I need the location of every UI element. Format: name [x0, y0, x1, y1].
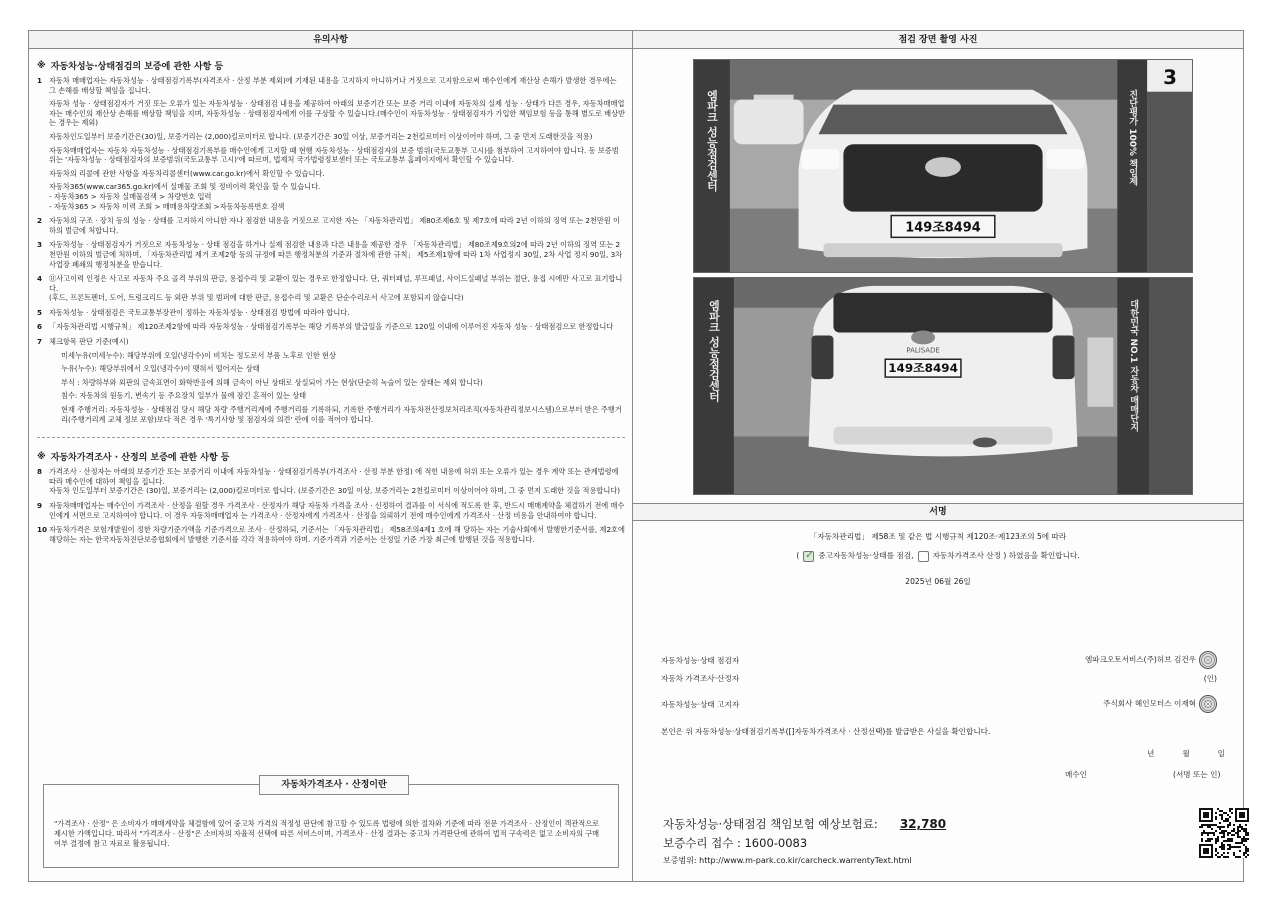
item-number: 3 [37, 240, 43, 250]
buyer-sign-field[interactable]: (서명 또는 인) [1173, 770, 1221, 779]
inspection-record-page [28, 30, 1244, 882]
price-check-checkbox[interactable] [918, 551, 929, 562]
notice-item [37, 467, 625, 496]
item-number: 6 [37, 322, 43, 332]
item-paragraph: 현재 주행거리: 자동차성능 · 상태점검 당시 해당 차량 주행거리계에 주행거리를 기록하되, 기록한 주행거리가 자동차전산정보처리조직(자동차관리정보시스템)으로부터 받은 주행거리(주행거리계 교체 정보 포함)보다 적은 경우 '특기사항 및 점검자의 의견' 란에 이를 적어야 합니다. [61, 405, 622, 424]
item-paragraph: 자동차매매업자는 매수인이 가격조사 · 산정을 원할 경우 가격조사 · 산정자가 해당 자동차 가격을 조사 · 신정하여 결과를 이 서식에 적도록 한 후, 반드시 매매계약을 체결하기 전에 매수인에게 서면으로 고지하여야 합니다. 이 경우 자동차매매업자 는 가격조사 · 산정자에게 가격조사 · 산정을 의뢰하기 전에 매수인에게 가격조사 · 산정 비용을 안내하여야 합니다. [49, 501, 625, 520]
insurance-amount: 32,780 [899, 817, 947, 831]
rear-inspection-photo [693, 277, 1193, 495]
insurance-label: 자동차성능·상태점검 책임보험 예상보험료: [663, 817, 878, 831]
item-paragraph: 자동차매매업자는 자동차 자동차성능 · 상태점검기록부를 매수인에게 고지할 때 현행 자동차성능 · 상태점검자의 보증 범위(국토교통부 고시)를 첨부하여 고지하여야 합니다. 동 보증범위는 '자동차성능 · 상태점검자의 보증범위(국토교통부 고시)'에 따르며, 법제처 국가법령정보센터 또는 국토교통부 홈페이지에서 확인할 수 있습니다. [49, 145, 619, 165]
item-text [49, 240, 625, 269]
legal-statement [633, 531, 1243, 562]
photo-sign-column [633, 31, 1243, 881]
item-paragraph: 자동차365(www.car365.go.kr)에서 실매물 조회 및 정비이력 확인을 할 수 있습니다. - 자동차365 > 자동차 실매물검색 > 차량번호 입력 - 자동차365 > 자동차 이력 조회 > 매매용차량조회 >자동차등록번호 검색 [49, 182, 321, 211]
section1-title: 자동차성능·상태점검의 보증에 관한 사항 등 [50, 62, 224, 72]
item-number: 1 [37, 76, 43, 85]
signer-row [661, 673, 1217, 684]
item-text [49, 322, 625, 332]
item-number: 2 [37, 216, 43, 226]
item-paragraph: 자동차인도일부터 보증기간은(30)일, 보증거리는 (2,000)킬로미터로 합니다. (보증기간은 30일 이상, 보증거리는 2천킬로미터 이상이어야 하며, 그 중 먼저 도래한것을 적용) [49, 131, 593, 141]
item-paragraph: 부식 : 차량하부와 외판의 금속표면이 화학반응에 의해 금속이 아닌 상태로 상실되어 가는 현상(단순히 녹슬어 있는 상태는 제외 합니다) [61, 377, 483, 387]
asterisk-mark: ※ [37, 451, 46, 462]
signer-name [1204, 673, 1217, 684]
seal-stamp-icon [1199, 651, 1217, 669]
notice-item [37, 308, 625, 318]
front-inspection-photo [693, 59, 1193, 273]
warranty-scope-link[interactable]: 보증범위: http://www.m-park.co.kir/carcheck.warrentyText.html [663, 856, 912, 865]
notice-item [37, 216, 625, 235]
buyer-label: 매수인 [1065, 770, 1088, 779]
insurance-info [663, 816, 1083, 866]
section1-items [37, 76, 625, 424]
inspection-check-label: 중고자동차성능·상태를 점검, [818, 551, 914, 560]
rear-banner-right: 대한민국 NO.1 자동차 매매단지 [1128, 299, 1139, 432]
price-definition-text: "가격조사 · 산정" 은 소비자가 매매계약을 체결함에 있어 중고차 가격의 적정성 판단에 참고할 수 있도록 법령에 의한 절차와 기준에 따라 전문 가격조사 · 산정인이 객관적으로 제시한 가액입니다. 따라서 "가격조사 · 산정"은 소비자의 자율적 선택에 따른 서비스이며, 가격조사 · 산정 결과는 중고차 가격판단에 관하여 법적 구속력은 없고 소비자의 구매 여부 결정에 참고 자료로 활용됩니다. [54, 819, 600, 848]
item-text [49, 525, 625, 544]
notice-column [29, 31, 633, 881]
item-text [49, 216, 625, 235]
qr-code-icon[interactable] [1199, 808, 1249, 858]
notice-header: 유의사항 [29, 31, 632, 49]
notice-item [37, 525, 625, 544]
year-label: 년 [1146, 749, 1155, 758]
notice-item [37, 76, 625, 211]
legal-basis-line: 「자동차관리법」 제58조 및 같은 법 시행규칙 제120조·제123조의 5에 따라 [809, 532, 1067, 541]
repair-contact: 보증수리 접수 : 1600-0083 [663, 836, 808, 850]
item-number: 10 [37, 525, 48, 535]
signer-row [661, 651, 1217, 669]
front-banner-left: 엠파크 성능점검센터 [705, 89, 719, 192]
notice-item [37, 322, 625, 332]
inspection-checkbox[interactable] [803, 551, 814, 562]
notice-item [37, 274, 625, 303]
item-number: 5 [37, 307, 43, 317]
item-paragraph: 자동차의 리콜에 관한 사항을 자동차리콜센터(www.car.go.kr)에서 확인할 수 있습니다. [49, 168, 325, 178]
section2-items [37, 467, 625, 544]
rear-plate-text: 149조8494 [888, 361, 958, 376]
item-text [49, 337, 625, 424]
section2-title: 자동차가격조사 · 산정의 보증에 관한 사항 등 [50, 453, 230, 464]
notice-item [37, 240, 625, 269]
item-paragraph: 침수: 자동차의 원동기, 변속기 등 주요장치 일부가 물에 잠긴 흔적이 있는 상태 [61, 391, 307, 401]
item-paragraph: 자동차성능 · 상태점검은 국토교통부장관이 정하는 자동차성능 · 상태점검 방법에 따라야 합니다. [49, 307, 350, 317]
notice-item [37, 501, 625, 520]
bay-number: 3 [1163, 65, 1178, 89]
item-number: 7 [37, 337, 43, 347]
item-paragraph: 누유(누수): 해당부위에서 오일(냉각수)이 맺혀서 떨어지는 상태 [61, 364, 260, 374]
notice-item [37, 337, 625, 424]
signer-name-text: (인) [1203, 674, 1217, 683]
front-photo-drawing [694, 60, 1192, 272]
asterisk-mark: ※ [37, 60, 46, 71]
item-text [49, 501, 625, 520]
item-paragraph: 미세누유(미세누수): 해당부위에 오일(냉각수)이 비치는 정도로서 부품 노후로 인한 현상 [61, 350, 336, 360]
item-text [49, 467, 625, 496]
insurance-premium-line [663, 816, 1083, 832]
price-check-label: 자동차가격조사 산정 ) 하였음을 확인합니다. [932, 551, 1080, 560]
item-paragraph: 자동차가격은 보험개발원이 정한 차량기준가액을 기준가격으로 조사 · 산정하되, 기준서는 「자동차관리법」 제58조의4제1 호에 해 당하는 자는 기술사회에서 발행한기준서를, 제2호에 해당하는 자는 한국자동차진단보증협회에서 발행한 기준서를 각각 적용하여야 하며. 기준가격과 기준서는 산정일 기준 가장 최근에 발행된 것을 적용합니다. [49, 525, 625, 544]
item-number: 4 [37, 274, 43, 284]
item-text [49, 308, 625, 318]
check-line [633, 550, 1243, 562]
section2-heading [37, 450, 625, 463]
date-blank [1025, 748, 1225, 759]
signer-name-text: 엠파크오토서비스(주)허브 김건우 [1084, 655, 1196, 664]
item-paragraph: 자동차성능 · 상태점검자가 거짓으로 자동차성능 · 상태 점검을 하거나 실제 점검한 내용과 다른 내용을 제공한 경우 「자동차관리법」 제80조제9호의2에 따라 2년 이하의 징역 또는 2천만원 이하의 벌금에 처하며, 「자동차관리법 제거 조제2항 등의 규정에 따른 행정처분의 기준과 절차에 관한 규칙」 제5조제1항에 따라 1차 사업정지 30일, 2차 사업 정지 90일, 3차 사업장 폐쇄의 행정처분을 받습니다. [49, 240, 623, 269]
issue-date: 2025년 06월 26일 [905, 577, 971, 586]
item-paragraph: 체크항목 판단 기준(예시) [49, 337, 129, 347]
item-paragraph: 자동차의 구조 · 장치 등의 성능 · 상태를 고지하지 아니한 자나 점검한 내용을 거짓으로 고지한 자는 「자동차관리법」 제80조제6호 및 제7호에 따라 2년 이하의 징역 또는 2천만원 이하의 벌금에 처합니다. [49, 216, 620, 235]
signer-name [1103, 695, 1217, 713]
item-number: 8 [37, 467, 43, 477]
item-paragraph: 자동차 성능 · 상태점검자가 거짓 또는 오류가 있는 자동차성능 · 상태점검 내용을 제공하여 아래의 보증기간 또는 보증 거리 이내에 자동차의 실제 성능 · 상태가 다른 경우, 자동차매매업자는 매수인의 재산상 손해를 배상할 책임을 지며, 자동차성능 · 상태점검자에게 이를 구상할 수 있습니다.(매수인이 자동차성능 · 상태점검자가 가입한 책임보험 등을 통해 별도로 배상받는 경우는 제외) [49, 99, 626, 128]
signature-header: 서명 [633, 503, 1243, 521]
open-paren: ( [796, 551, 800, 560]
price-definition-box [43, 784, 619, 868]
item-paragraph: 자동차 매매업자는 자동차성능 · 상태점검기록부(자격조사 · 산정 부분 제외)에 기재된 내용을 고지하지 아니하거나 거짓으로 고지함으로써 매수인에게 재산상 손해가 발생한 경우에는 그 손해를 배상할 책임을 집니다. [49, 76, 617, 95]
receipt-confirmation: 본인은 위 자동차성능·상태점검기록부([]자동차가격조사 · 산정선택)를 발급받은 사실을 확인합니다. [661, 727, 991, 736]
seal-stamp-icon [1199, 695, 1217, 713]
front-plate-text: 149조8494 [905, 220, 981, 236]
notice-body [29, 49, 633, 549]
signer-name [1085, 651, 1217, 669]
price-definition-title: 자동차가격조사 · 산정이란 [259, 775, 409, 795]
front-banner-right: 진단평가 100% 책임제 [1127, 89, 1138, 186]
signer-row [661, 695, 1217, 713]
item-paragraph: 가격조사 · 산정자는 아래의 보증기간 또는 보증거리 이내에 자동차성능 · 상태점검기록부(가격조사 · 산정 부분 한정) 에 적힌 내용에 허위 또는 오류가 있는 경우 계약 또는 관계법령에 따라 매수인에 대하여 책임을 집니다. 자동차 인도일부터 보증기간은 (30)일, 보증거리는 (2,000)킬로미터로 합니다. (보증기간은 30일 이상, 보증거리는 2천킬로미터 이상이어야 하며, 그 중 먼저 도래한 것을 적용합니다) [49, 467, 621, 496]
section-divider [37, 437, 625, 438]
signer-role: 자동차 가격조사·산정자 [661, 674, 740, 683]
day-label: 일 [1217, 749, 1225, 758]
model-badge: PALISADE [906, 346, 940, 355]
item-paragraph: ⑪사고이력 인정은 사고로 자동차 주요 골격 부위의 판금, 용접수리 및 교환이 있는 경우로 한정합니다. 단, 쿼터패널, 루프패널, 사이드실패널 부위는 절단, 용접 시에만 사고로 표기합니다. (후드, 프론트펜더, 도어, 트렁크리드 등 외판 부위 및 범퍼에 대한 판금, 용접수리 및 교환은 단순수리로서 사고에 포함되지 않습니다) [49, 274, 623, 303]
item-text [49, 76, 625, 211]
rear-photo-drawing [694, 278, 1192, 494]
month-label: 월 [1182, 749, 1190, 758]
signer-role: 자동차성능·상태 점검자 [661, 655, 740, 665]
signer-name-text: 주식회사 혜인모터스 이재혁 [1103, 699, 1196, 708]
rear-banner-left: 엠파크 성능점검센터 [707, 299, 721, 402]
item-paragraph: 「자동차관리법 시행규칙」 제120조제2항에 따라 자동차성능 · 상태점검기록부는 해당 기록부의 발급일을 기준으로 120일 이내에 이루어진 자동차 성능 · 상태점검으로 한정합니다 [49, 322, 614, 332]
photo-header: 점검 장면 촬영 사진 [633, 31, 1243, 49]
section1-heading [37, 59, 625, 72]
signer-role: 자동차성능·상태 고지자 [661, 699, 740, 709]
item-number: 9 [37, 501, 43, 510]
item-text [49, 274, 625, 303]
